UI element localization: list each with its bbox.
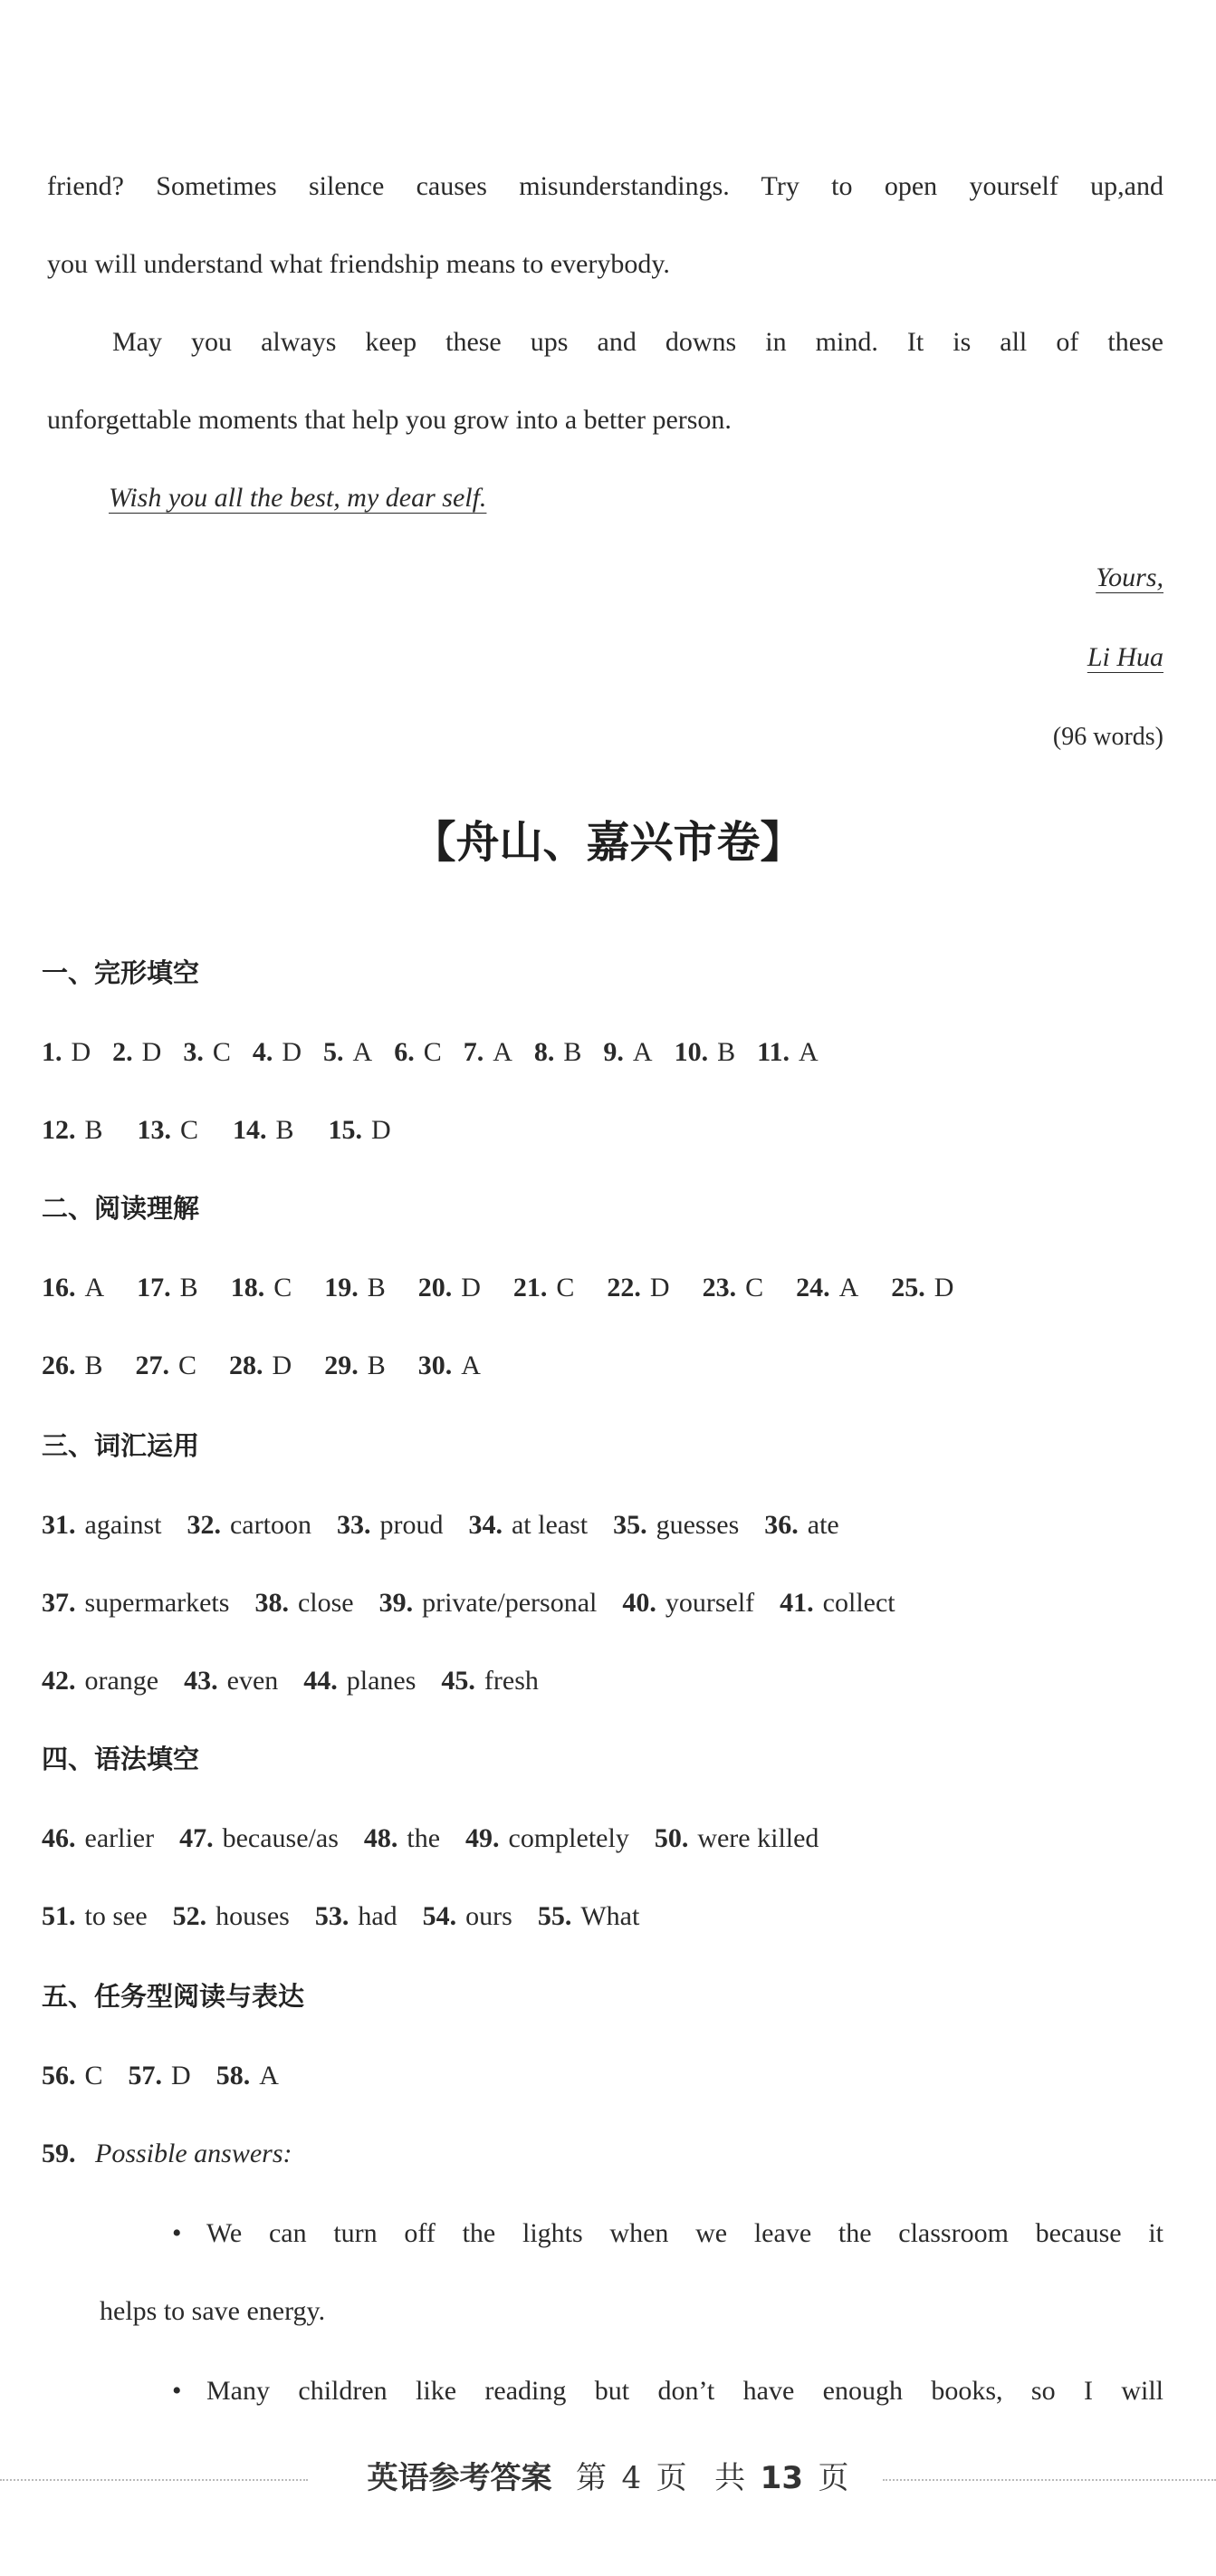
answer-row xyxy=(42,1507,839,1543)
letter-wish: Wish you all the best, my dear self. xyxy=(109,483,487,513)
answer-item xyxy=(187,1507,311,1543)
question-number: 34. xyxy=(468,1510,503,1540)
answer-value: D xyxy=(461,1273,481,1302)
question-number: 46. xyxy=(42,1823,76,1853)
answer-value: A xyxy=(838,1273,859,1302)
answer-row xyxy=(42,1585,895,1621)
answer-row xyxy=(42,1821,819,1857)
answer-item xyxy=(603,1034,652,1071)
answer-item xyxy=(184,1663,278,1699)
answer-item xyxy=(534,1034,582,1071)
question-number: 15. xyxy=(328,1115,363,1145)
letter-line-3: May you always keep these ups and downs in mind. It is all of these xyxy=(112,327,1163,357)
page-footer xyxy=(0,2458,1216,2499)
q59-label: Possible answers: xyxy=(95,2139,292,2168)
bullet-icon: • xyxy=(172,2376,182,2406)
answer-item xyxy=(112,1034,161,1071)
question-number: 36. xyxy=(764,1510,799,1540)
answer-value: B xyxy=(717,1037,736,1067)
answer-value: D xyxy=(649,1273,670,1302)
section-heading-task-reading: 五、任务型阅读与表达 xyxy=(42,1981,305,2012)
bullet-1-line-1 xyxy=(172,2216,1163,2252)
answer-item xyxy=(465,1821,629,1857)
paper-title: 【舟山、嘉兴市卷】 xyxy=(412,817,804,868)
answer-value: guesses xyxy=(656,1510,740,1540)
answer-item xyxy=(364,1821,440,1857)
bullet-1-line-2: helps to save energy. xyxy=(100,2296,326,2326)
answer-item xyxy=(42,2058,103,2094)
question-number: 31. xyxy=(42,1510,76,1540)
answer-value: A xyxy=(493,1037,512,1067)
question-number: 27. xyxy=(135,1350,170,1380)
question-number: 39. xyxy=(378,1588,414,1618)
answer-value: B xyxy=(367,1273,386,1302)
answer-value: because/as xyxy=(222,1823,339,1853)
answer-value: What xyxy=(580,1901,640,1931)
answer-item xyxy=(513,1270,575,1306)
answer-item xyxy=(891,1270,953,1306)
question-number: 58. xyxy=(215,2061,251,2091)
answer-item xyxy=(254,1585,353,1621)
answer-item xyxy=(441,1663,538,1699)
section-heading-cloze: 一、完形填空 xyxy=(42,957,200,988)
answer-item xyxy=(136,1348,197,1384)
section-heading-reading: 二、阅读理解 xyxy=(42,1193,200,1224)
answer-item xyxy=(138,1112,199,1149)
letter-closing: Yours, xyxy=(1096,562,1163,592)
question-number: 49. xyxy=(465,1823,500,1853)
footer-page-unit: 页 xyxy=(656,2460,687,2496)
footer-total-unit: 页 xyxy=(818,2460,849,2496)
footer-title: 英语参考答案 xyxy=(367,2460,552,2496)
footer-page-label: 第 xyxy=(576,2460,608,2496)
answer-item xyxy=(538,1898,639,1935)
section-heading-vocabulary: 三、词汇运用 xyxy=(42,1430,200,1461)
answer-value: C xyxy=(556,1273,575,1302)
answer-value: to see xyxy=(84,1901,148,1931)
question-number: 42. xyxy=(42,1666,76,1696)
question-number: 5. xyxy=(323,1037,344,1067)
answer-item xyxy=(324,1348,386,1384)
question-number: 47. xyxy=(179,1823,214,1853)
question-number: 1. xyxy=(42,1037,62,1067)
letter-signature: Li Hua xyxy=(1087,642,1163,672)
answer-value: A xyxy=(352,1037,373,1067)
question-number: 22. xyxy=(607,1273,641,1302)
answer-value: planes xyxy=(346,1666,417,1696)
question-number: 41. xyxy=(780,1588,814,1618)
answer-value: B xyxy=(179,1273,198,1302)
question-number: 4. xyxy=(252,1037,273,1067)
answer-item xyxy=(764,1507,838,1543)
answer-item xyxy=(42,1663,158,1699)
answer-value: ate xyxy=(807,1510,839,1540)
q59-number: 59. xyxy=(42,2139,76,2168)
answer-value: close xyxy=(297,1588,354,1618)
question-number: 25. xyxy=(891,1273,925,1302)
answer-item xyxy=(179,1821,339,1857)
answer-item xyxy=(757,1034,819,1071)
answer-value: D xyxy=(934,1273,954,1302)
answer-value: A xyxy=(461,1350,481,1380)
question-number: 11. xyxy=(757,1037,790,1067)
answer-item xyxy=(137,1270,198,1306)
answer-row xyxy=(42,1112,391,1149)
question-number: 57. xyxy=(128,2061,163,2091)
answer-row xyxy=(42,1663,539,1699)
answer-value: even xyxy=(226,1666,279,1696)
answer-value: B xyxy=(275,1115,294,1145)
answer-row xyxy=(42,1270,953,1306)
question-number: 50. xyxy=(654,1823,689,1853)
question-number: 7. xyxy=(463,1037,484,1067)
answer-item xyxy=(468,1507,588,1543)
question-number: 37. xyxy=(42,1588,76,1618)
answer-item xyxy=(607,1270,669,1306)
question-number: 16. xyxy=(42,1273,76,1302)
section-heading-grammar: 四、语法填空 xyxy=(42,1744,200,1774)
question-number: 30. xyxy=(417,1350,453,1380)
bullet-1-text: We can turn off the lights when we leave the classroom because it xyxy=(206,2218,1163,2248)
answer-value: B xyxy=(84,1350,103,1380)
answer-value: C xyxy=(180,1115,199,1145)
question-number: 54. xyxy=(422,1901,457,1931)
question-number: 51. xyxy=(42,1901,76,1931)
question-number: 23. xyxy=(702,1273,737,1302)
answer-item xyxy=(780,1585,895,1621)
answer-value: supermarkets xyxy=(84,1588,230,1618)
bullet-2-line-1 xyxy=(172,2373,1163,2409)
answer-item xyxy=(229,1348,292,1384)
letter-line-2: you will understand what friendship means to everybody. xyxy=(47,249,670,279)
answer-value: C xyxy=(84,2061,103,2091)
answer-row xyxy=(42,2058,279,2094)
answer-value: A xyxy=(632,1037,653,1067)
question-number: 2. xyxy=(112,1037,133,1067)
question-number: 20. xyxy=(417,1273,453,1302)
question-number: 19. xyxy=(324,1273,359,1302)
answer-value: at least xyxy=(511,1510,589,1540)
answer-item xyxy=(233,1112,294,1149)
question-number: 56. xyxy=(42,2061,76,2091)
question-number: 18. xyxy=(230,1273,265,1302)
answer-value: D xyxy=(171,2061,191,2091)
answer-value: completely xyxy=(508,1823,629,1853)
word-count: (96 words) xyxy=(1052,723,1163,751)
answer-value: fresh xyxy=(484,1666,539,1696)
question-number: 29. xyxy=(324,1350,359,1380)
answer-value: D xyxy=(282,1037,302,1067)
answer-item xyxy=(42,1507,161,1543)
bullet-2-text: Many children like reading but don’t have enough books, so I will xyxy=(206,2376,1163,2406)
answer-value: had xyxy=(358,1901,397,1931)
answer-item xyxy=(418,1270,481,1306)
question-number: 28. xyxy=(229,1350,263,1380)
question-number: 9. xyxy=(603,1037,624,1067)
question-number: 48. xyxy=(363,1823,398,1853)
answer-value: C xyxy=(423,1037,442,1067)
question-number: 12. xyxy=(42,1115,76,1145)
answer-item xyxy=(613,1507,739,1543)
q59-row xyxy=(42,2136,292,2172)
answer-value: A xyxy=(259,2061,279,2091)
answer-item xyxy=(622,1585,754,1621)
question-number: 6. xyxy=(394,1037,415,1067)
answer-item xyxy=(418,1348,481,1384)
answer-value: B xyxy=(563,1037,582,1067)
answer-value: D xyxy=(141,1037,162,1067)
answer-item xyxy=(42,1585,229,1621)
question-number: 24. xyxy=(796,1273,830,1302)
answer-item xyxy=(655,1821,819,1857)
question-number: 43. xyxy=(184,1666,218,1696)
answer-item xyxy=(703,1270,764,1306)
question-number: 52. xyxy=(172,1901,207,1931)
answer-value: B xyxy=(367,1350,386,1380)
question-number: 53. xyxy=(314,1901,349,1931)
answer-value: B xyxy=(84,1115,103,1145)
question-number: 40. xyxy=(622,1588,656,1618)
question-number: 14. xyxy=(233,1115,267,1145)
answer-row xyxy=(42,1348,481,1384)
answer-item xyxy=(323,1034,372,1071)
answer-value: A xyxy=(798,1037,819,1067)
answer-value: the xyxy=(407,1823,441,1853)
answer-value: houses xyxy=(215,1901,290,1931)
answer-row xyxy=(42,1034,819,1071)
answer-item xyxy=(231,1270,292,1306)
answer-value: C xyxy=(178,1350,197,1380)
answer-item xyxy=(315,1898,397,1935)
answer-value: C xyxy=(212,1037,231,1067)
footer-total-label: 共 xyxy=(714,2460,746,2496)
answer-item xyxy=(329,1112,391,1149)
bullet-icon: • xyxy=(172,2218,182,2248)
answer-item xyxy=(173,1898,290,1935)
answer-value: proud xyxy=(379,1510,444,1540)
question-number: 35. xyxy=(613,1510,647,1540)
footer-page-number: 4 xyxy=(621,2460,642,2496)
letter-line-4: unforgettable moments that help you grow into a better person. xyxy=(47,405,732,435)
question-number: 38. xyxy=(254,1588,289,1618)
answer-item xyxy=(42,1112,103,1149)
answer-item xyxy=(379,1585,598,1621)
question-number: 44. xyxy=(303,1666,338,1696)
question-number: 55. xyxy=(537,1901,572,1931)
answer-item xyxy=(324,1270,386,1306)
answer-item xyxy=(303,1663,416,1699)
answer-item xyxy=(675,1034,736,1071)
answer-value: against xyxy=(84,1510,162,1540)
answer-value: ours xyxy=(465,1901,512,1931)
answer-item xyxy=(394,1034,442,1071)
question-number: 45. xyxy=(441,1666,475,1696)
question-number: 17. xyxy=(137,1273,171,1302)
answer-value: D xyxy=(272,1350,292,1380)
answer-value: C xyxy=(273,1273,292,1302)
answer-value: orange xyxy=(84,1666,159,1696)
question-number: 21. xyxy=(512,1273,548,1302)
answer-row xyxy=(42,1898,639,1935)
answer-item xyxy=(129,2058,191,2094)
answer-item xyxy=(423,1898,512,1935)
answer-item xyxy=(796,1270,858,1306)
question-number: 32. xyxy=(187,1510,221,1540)
answer-item xyxy=(42,1898,148,1935)
question-number: 3. xyxy=(183,1037,204,1067)
answer-value: private/personal xyxy=(422,1588,598,1618)
answer-item xyxy=(183,1034,231,1071)
answer-item xyxy=(42,1270,104,1306)
question-number: 8. xyxy=(533,1037,555,1067)
answer-value: were killed xyxy=(697,1823,819,1853)
answer-item xyxy=(337,1507,444,1543)
answer-value: collect xyxy=(822,1588,895,1618)
answer-item xyxy=(42,1034,91,1071)
answer-value: A xyxy=(84,1273,105,1302)
letter-line-1: friend? Sometimes silence causes misunderstandings. Try to open yourself up,and xyxy=(47,171,1163,201)
answer-item xyxy=(42,1821,154,1857)
answer-item xyxy=(464,1034,512,1071)
question-number: 26. xyxy=(42,1350,76,1380)
answer-item xyxy=(42,1348,103,1384)
answer-value: D xyxy=(371,1115,391,1145)
answer-value: earlier xyxy=(84,1823,155,1853)
question-number: 13. xyxy=(137,1115,172,1145)
answer-value: cartoon xyxy=(229,1510,311,1540)
answer-value: yourself xyxy=(665,1588,755,1618)
answer-value: D xyxy=(71,1037,91,1067)
answer-item xyxy=(216,2058,279,2094)
footer-total-number: 13 xyxy=(760,2460,803,2496)
answer-value: C xyxy=(745,1273,764,1302)
answer-item xyxy=(253,1034,302,1071)
question-number: 10. xyxy=(674,1037,709,1067)
question-number: 33. xyxy=(336,1510,371,1540)
